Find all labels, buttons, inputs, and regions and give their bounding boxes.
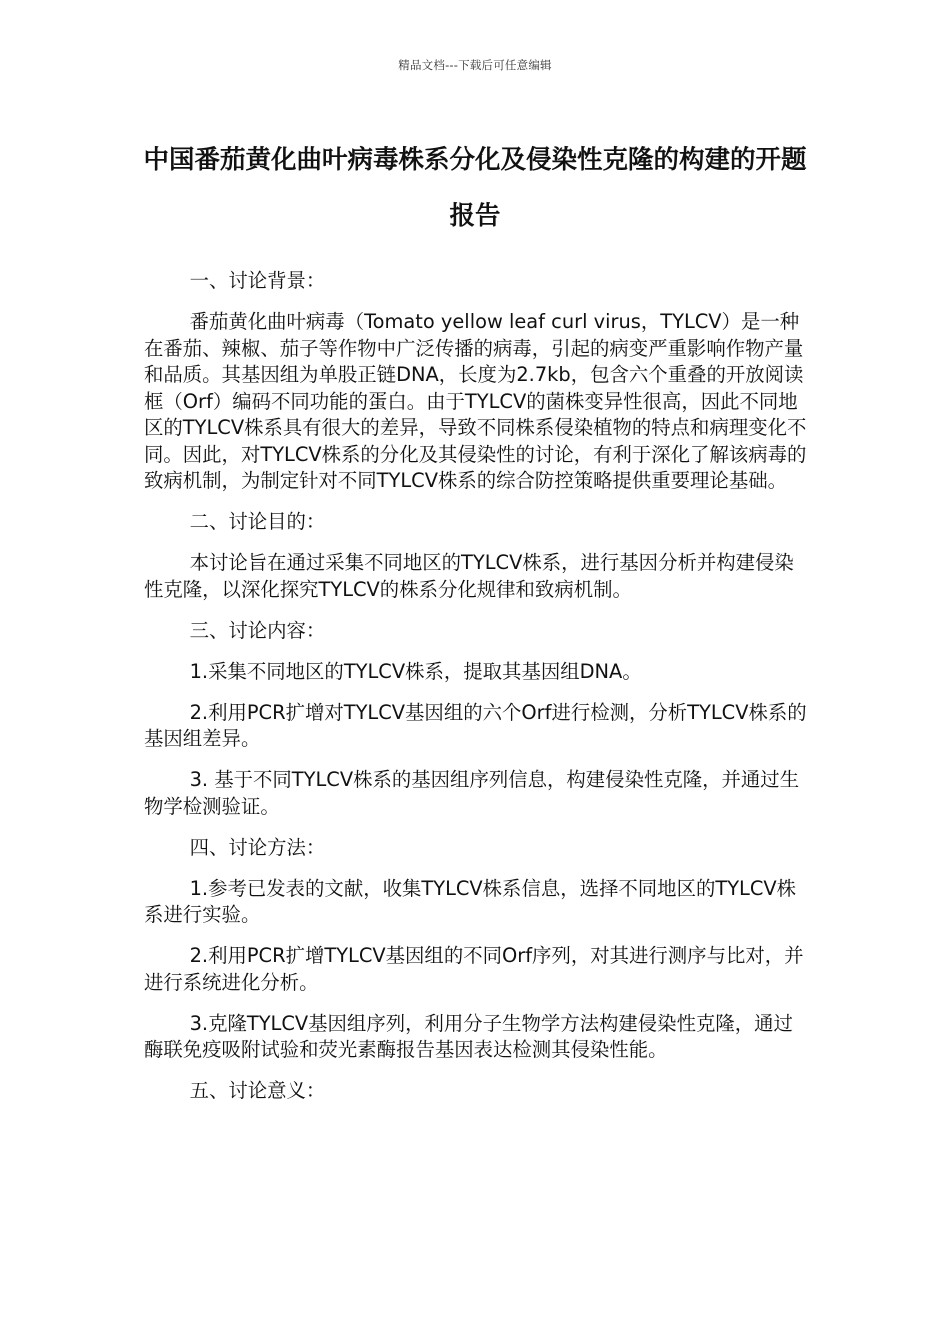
method-item: 3.克隆TYLCV基因组序列，利用分子生物学方法构建侵染性克隆，通过酶联免疫吸附试验和荧光素酶报告基因表达检测其侵染性能。 [144, 1011, 793, 1061]
content-item: 3. 基于不同TYLCV株系的基因组序列信息，构建侵染性克隆，并通过生物学检测验证。 [144, 768, 800, 818]
method-item: 2.利用PCR扩增TYLCV基因组的不同Orf序列，对其进行测序与比对，并进行系统进化分析。 [144, 944, 804, 994]
document-body [144, 268, 808, 1119]
content-item: 2.利用PCR扩增对TYLCV基因组的六个Orf进行检测，分析TYLCV株系的基因组差异。 [144, 700, 807, 750]
content-item: 1.采集不同地区的TYLCV株系，提取其基因组DNA。 [189, 659, 642, 683]
background-paragraph: 番茄黄化曲叶病毒（Tomato yellow leaf curl virus，TYLCV）是一种在番茄、辣椒、茄子等作物中广泛传播的病毒，引起的病变严重影响作物产量和品质。其基因组为单股正链DNA，长度为2.7kb，包含六个重叠的开放阅读框（Orf）编码不同功能的蛋白。由于TYLCV的菌株变异性很高，因此不同地区的TYLCV株系具有很大的差异，导致不同株系侵染植物的特点和病理变化不同。因此，对TYLCV株系的分化及其侵染性的讨论，有利于深化了解该病毒的致病机制，为制定针对不同TYLCV株系的综合防控策略提供重要理论基础。 [144, 310, 807, 492]
section-heading-purpose: 二、讨论目的： [189, 510, 326, 533]
page-header: 精品文档---下载后可任意编辑 [398, 58, 552, 72]
section-heading-method: 四、讨论方法： [189, 835, 326, 859]
section-heading-content: 三、讨论内容： [189, 618, 326, 642]
section-heading-significance: 五、讨论意义： [189, 1079, 326, 1102]
method-item: 1.参考已发表的文献，收集TYLCV株系信息，选择不同地区的TYLCV株系进行实验。 [144, 876, 797, 926]
document-title: 中国番茄黄化曲叶病毒株系分化及侵染性克隆的构建的开题报告 [143, 145, 807, 231]
purpose-paragraph: 本讨论旨在通过采集不同地区的TYLCV株系，进行基因分析并构建侵染性克隆，以深化探究TYLCV的株系分化规律和致病机制。 [144, 551, 794, 601]
section-heading-background: 一、讨论背景： [189, 269, 326, 292]
